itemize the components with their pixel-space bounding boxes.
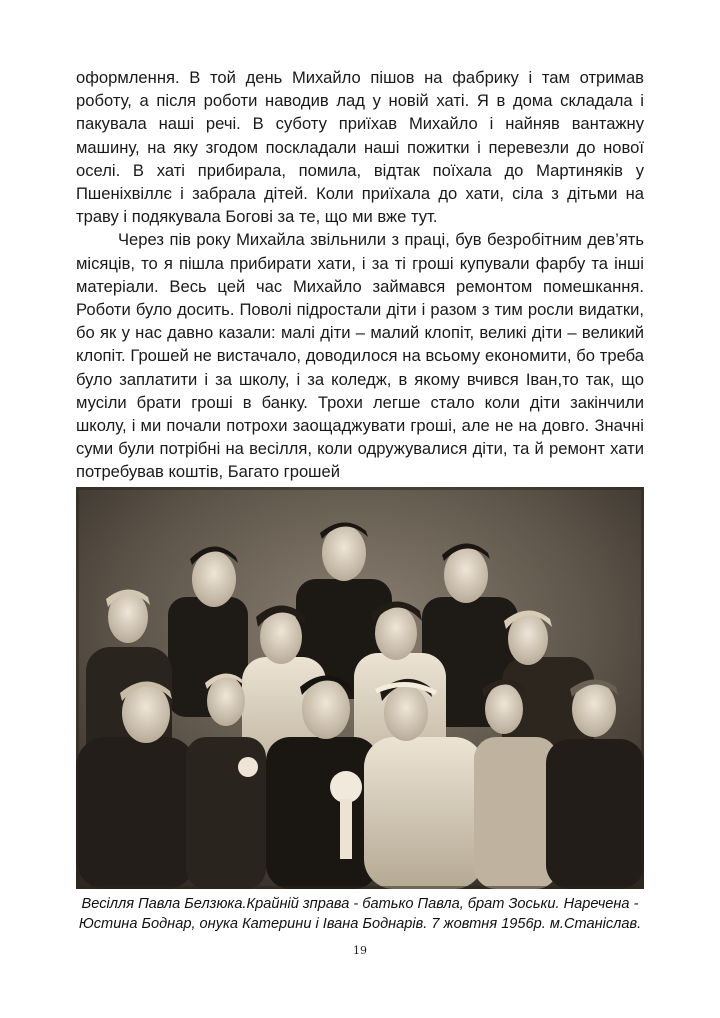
caption-line: Юстина Боднар, онука Катерини і Івана Боднарів. 7 жовтня 1956р. м.Станіслав. — [78, 915, 642, 932]
group-portrait-image — [76, 487, 644, 889]
photo-caption — [70, 895, 650, 934]
body-text — [76, 66, 644, 484]
caption-line: Весілля Павла Белзюка.Крайній зправа - батько Павла, брат Зоськи. Наречена - — [81, 896, 639, 912]
page-number: 19 — [353, 944, 367, 957]
paragraph: Через пів року Михайла звільнили з праці, був безробітним дев’ять місяців, то я пішла прибирати хати, і за ті гроші купували фарбу та інші матеріали. Весь цей час Михайло займався ремонтом помешкання. Роботи було досить. Поволі підростали діти і разом з тим росли видатки, бо як у нас давно казали: малі діти – малий клопіт, великі діти – великий клопіт. Грошей не вистачало, доводилося на всьому економити, бо треба було заплатити і за школу, і за коледж, в якому вчився Іван,то так, що мусіли брати гроші в банку. Трохи легше стало коли діти закінчили школу, і ми почали потрохи заощаджувати гроші, але не на довго. Значні суми були потрібні на весілля, коли одружувалися діти, та й ремонт хати потребував коштів, Багато грошей — [76, 230, 644, 482]
wedding-photograph — [76, 487, 644, 889]
paragraph: оформлення. В той день Михайло пішов на фабрику і там отримав роботу, а після роботи наводив лад у новій хаті. Я в дома складала і пакувала наші речі. В суботу приїхав Михайло і найняв вантажну машину, на яку згодом поскладали наші пожитки і перевезли до нової оселі. В хаті прибирала, помила, відтак поїхала до Мартиняків у Пшеніхвіллє і забрала дітей. Коли приїхала до хати, сіла з дітьми на траву і подякувала Богові за те, що ми вже тут. — [76, 68, 644, 227]
